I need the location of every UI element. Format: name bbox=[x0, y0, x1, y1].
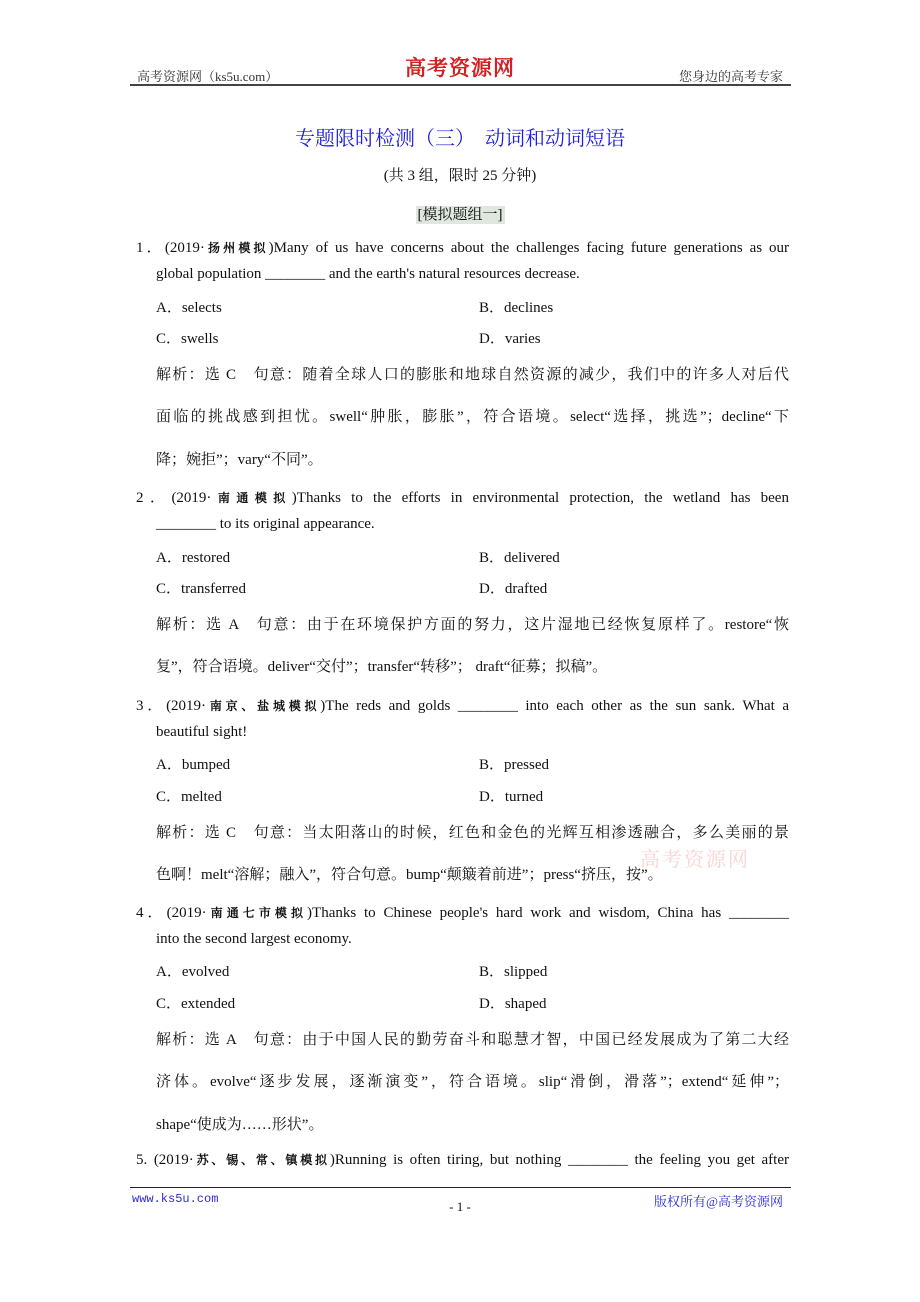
option-a: A．selects bbox=[156, 300, 222, 316]
page-subtitle: (共 3 组，限时 25 分钟) bbox=[383, 168, 537, 184]
explanation-line: shape“使成为……形状”。 bbox=[156, 1117, 324, 1133]
explanation-line: 解析：选 C 句意：当太阳落山的时候，红色和金色的光辉互相渗透融合，多么美丽的景 bbox=[156, 825, 789, 841]
question-source: 苏、锡、常、镇模拟 bbox=[193, 1153, 330, 1167]
question-source: 南通七市模拟 bbox=[206, 906, 308, 920]
header-slogan: 您身边的高考专家 bbox=[678, 69, 783, 84]
footer-link[interactable]: www.ks5u.com bbox=[132, 1192, 219, 1206]
watermark: 高考资源网 bbox=[640, 849, 750, 871]
source-prefix: (2019· bbox=[166, 698, 207, 714]
source-prefix: (2019· bbox=[171, 490, 212, 506]
option-b: B．pressed bbox=[479, 757, 549, 773]
footer-divider bbox=[130, 1187, 791, 1188]
option-c: C．melted bbox=[156, 789, 222, 805]
stem-text: global population ________ and the earth's natural resources decrease. bbox=[156, 266, 580, 282]
question-source: 扬州模拟 bbox=[204, 241, 269, 255]
page-title: 专题限时检测（三） 动词和动词短语 bbox=[295, 128, 625, 150]
explanation-line: 解析：选 C 句意：随着全球人口的膨胀和地球自然资源的减少，我们中的许多人对后代 bbox=[156, 367, 789, 383]
question-number: 2． bbox=[136, 490, 172, 506]
group-heading bbox=[0, 203, 920, 224]
option-c: C．extended bbox=[156, 996, 236, 1012]
stem-text: into the second largest economy. bbox=[156, 931, 352, 947]
option-b: B．declines bbox=[479, 300, 554, 316]
question-number: 5. bbox=[136, 1152, 154, 1168]
header-logo: 高考资源网 bbox=[405, 56, 515, 80]
question-number: 1． bbox=[136, 240, 165, 256]
explanation-line: 色啊！melt“溶解；融入”，符合句意。bump“颠簸着前进”；press“挤压，按”。 bbox=[156, 867, 663, 883]
stem-text: ________ to its original appearance. bbox=[156, 516, 375, 532]
page-number: - 1 - bbox=[449, 1199, 471, 1214]
option-a: A．evolved bbox=[156, 964, 230, 980]
stem-text: )Thanks to the efforts in environmental protection, the wetland has been bbox=[291, 490, 789, 506]
question-source: 南京、盐城模拟 bbox=[206, 699, 321, 713]
group-label: [模拟题组一] bbox=[417, 207, 503, 223]
stem-text: beautiful sight! bbox=[156, 724, 248, 740]
option-c: C．transferred bbox=[156, 581, 246, 597]
question-stem bbox=[136, 1151, 789, 1169]
stem-text: )The reds and golds ________ into each other as the sun sank. What a bbox=[320, 698, 789, 714]
option-c: C．swells bbox=[156, 331, 219, 347]
footer-copyright: 版权所有@高考资源网 bbox=[654, 1194, 783, 1209]
explanation-line: 解析：选 A 句意：由于在环境保护方面的努力，这片湿地已经恢复原样了。restore“恢 bbox=[156, 617, 789, 633]
option-b: B．delivered bbox=[479, 550, 560, 566]
explanation-line: 济体。evolve“逐步发展，逐渐演变”，符合语境。slip“滑倒，滑落”；extend“延伸”； bbox=[156, 1074, 789, 1090]
question-stem bbox=[136, 901, 789, 922]
stem-text: )Thanks to Chinese people's hard work and wisdom, China has ________ bbox=[307, 905, 789, 921]
source-prefix: (2019· bbox=[153, 1152, 194, 1168]
question-number: 3． bbox=[136, 698, 167, 714]
option-a: A．restored bbox=[156, 550, 231, 566]
question-stem bbox=[136, 236, 789, 257]
explanation-line: 降；婉拒”；vary“不同”。 bbox=[156, 452, 323, 468]
source-prefix: (2019· bbox=[166, 905, 207, 921]
stem-text: )Many of us have concerns about the challenges facing future generations as our bbox=[268, 240, 789, 256]
source-prefix: (2019· bbox=[164, 240, 205, 256]
explanation-line: 复”，符合语境。deliver“交付”；transfer“转移”； draft“征募；拟稿”。 bbox=[156, 659, 608, 675]
question-number: 4． bbox=[136, 905, 167, 921]
option-a: A．bumped bbox=[156, 757, 231, 773]
explanation-line: 解析：选 A 句意：由于中国人民的勤劳奋斗和聪慧才智，中国已经发展成为了第二大经 bbox=[156, 1032, 789, 1048]
header-site-name: 高考资源网（ks5u.com） bbox=[137, 69, 279, 84]
option-b: B．slipped bbox=[479, 964, 548, 980]
question-source: 南通模拟 bbox=[211, 491, 292, 505]
question-stem bbox=[136, 486, 789, 507]
stem-text: )Running is often tiring, but nothing ________ the feeling you get after bbox=[329, 1152, 789, 1168]
option-d: D．varies bbox=[479, 331, 541, 347]
question-stem bbox=[136, 694, 789, 715]
option-d: D．shaped bbox=[479, 996, 547, 1012]
header-divider bbox=[130, 84, 791, 86]
option-d: D．drafted bbox=[479, 581, 548, 597]
explanation-line: 面临的挑战感到担忧。swell“肿胀，膨胀”，符合语境。select“选择，挑选”；decline“下 bbox=[156, 409, 789, 425]
option-d: D．turned bbox=[479, 789, 544, 805]
